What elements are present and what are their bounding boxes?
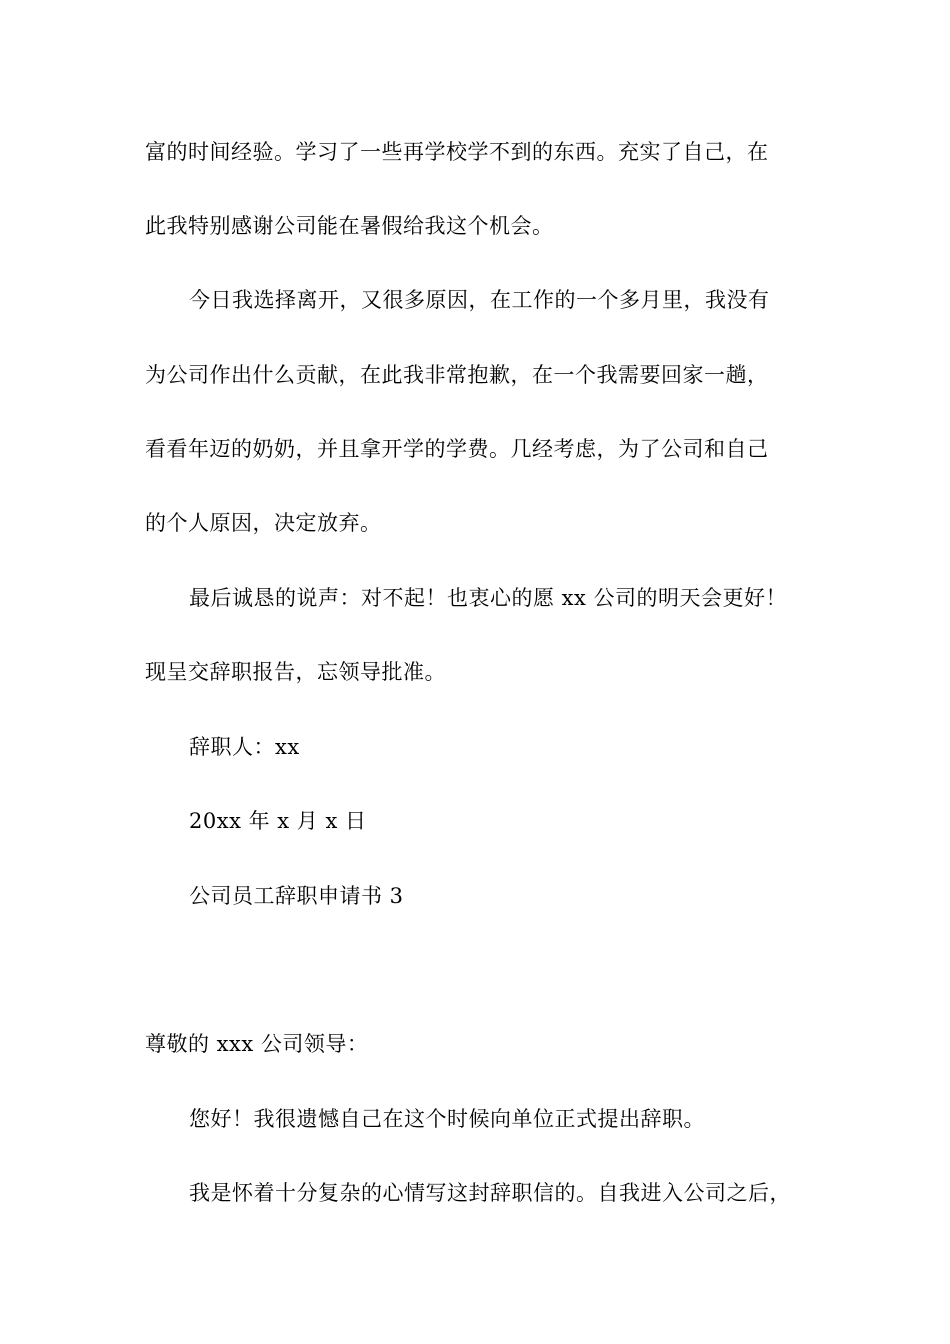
paragraph-line: 看看年迈的奶奶，并且拿开学的学费。几经考虑，为了公司和自己 (145, 437, 769, 461)
paragraph-line: 的个人原因，决定放弃。 (145, 511, 382, 535)
signature-name: 辞职人：xx (189, 735, 300, 759)
signature-date: 20xx 年 x 月 x 日 (189, 809, 367, 833)
paragraph-line: 现呈交辞职报告，忘领导批准。 (145, 660, 446, 684)
greeting-line: 您好！我很遗憾自己在这个时候向单位正式提出辞职。 (189, 1107, 705, 1131)
paragraph-line: 我是怀着十分复杂的心情写这封辞职信的。自我进入公司之后， (189, 1181, 791, 1205)
paragraph-line: 富的时间经验。学习了一些再学校学不到的东西。充实了自己，在 (145, 140, 769, 164)
paragraph-line: 最后诚恳的说声：对不起！也衷心的愿 xx 公司的明天会更好！ (189, 586, 788, 610)
paragraph-line: 今日我选择离开，又很多原因，在工作的一个多月里，我没有 (189, 288, 770, 312)
paragraph-line: 为公司作出什么贡献，在此我非常抱歉，在一个我需要回家一趟， (145, 363, 769, 387)
paragraph-line: 此我特别感谢公司能在暑假给我这个机会。 (145, 214, 554, 238)
salutation: 尊敬的 xxx 公司领导： (145, 1032, 369, 1056)
section-title: 公司员工辞职申请书 3 (189, 884, 404, 908)
